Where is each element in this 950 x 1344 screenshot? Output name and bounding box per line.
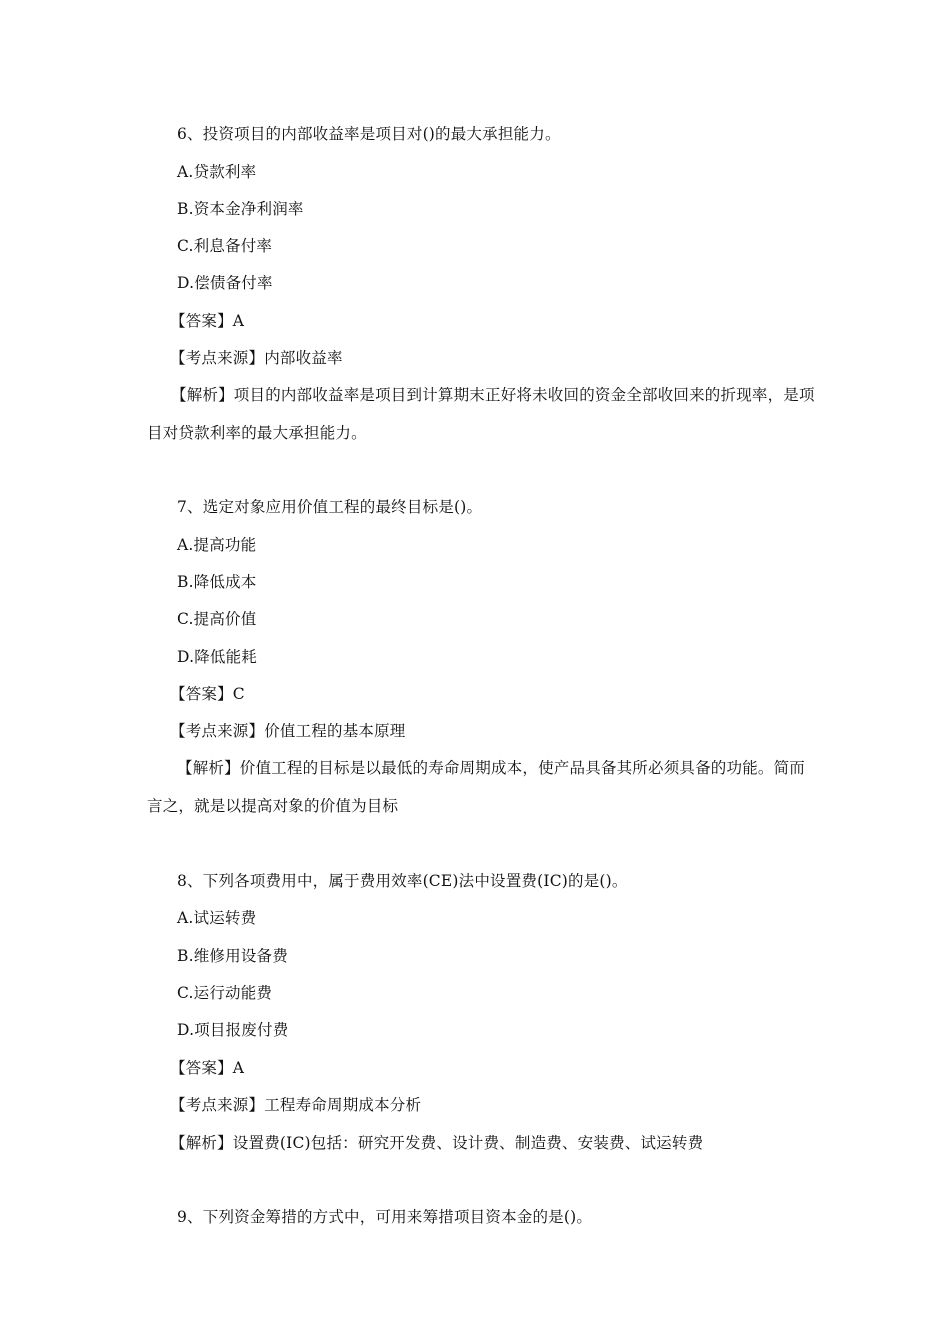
- question-8-stem: 8、下列各项费用中，属于费用效率(CE)法中设置费(IC)的是()。: [177, 872, 628, 890]
- question-6-stem: 6、投资项目的内部收益率是项目对()的最大承担能力。: [177, 125, 561, 143]
- question-6-option-a: A.贷款利率: [177, 163, 257, 181]
- question-8-option-c: C.运行动能费: [177, 984, 273, 1002]
- question-9-stem: 9、下列资金筹措的方式中，可用来筹措项目资本金的是()。: [177, 1208, 593, 1226]
- question-8-option-d: D.项目报废付费: [177, 1021, 289, 1039]
- question-7-option-b: B.降低成本: [177, 573, 257, 591]
- question-6-analysis: 【解析】项目的内部收益率是项目到计算期末正好将未收回的资金全部收回来的折现率，是项目对贷款利率的最大承担能力。: [147, 386, 815, 442]
- question-7-answer: 【答案】C: [170, 685, 245, 703]
- question-8-source: 【考点来源】工程寿命周期成本分析: [170, 1096, 422, 1114]
- question-7-option-d: D.降低能耗: [177, 648, 258, 666]
- question-7-analysis: 【解析】价值工程的目标是以最低的寿命周期成本，使产品具备其所必须具备的功能。简而言之，就是以提高对象的价值为目标: [147, 759, 806, 815]
- question-7-option-a: A.提高功能: [177, 536, 257, 554]
- question-6-answer: 【答案】A: [170, 312, 245, 330]
- question-7-stem: 7、选定对象应用价值工程的最终目标是()。: [177, 498, 483, 516]
- question-8-analysis: 【解析】设置费(IC)包括：研究开发费、设计费、制造费、安装费、试运转费: [170, 1134, 704, 1152]
- question-8-answer: 【答案】A: [170, 1059, 245, 1077]
- question-6-option-c: C.利息备付率: [177, 237, 273, 255]
- question-6-option-b: B.资本金净利润率: [177, 200, 304, 218]
- question-7-option-c: C.提高价值: [177, 610, 257, 628]
- question-7-source: 【考点来源】价值工程的基本原理: [170, 722, 406, 740]
- question-8-option-b: B.维修用设备费: [177, 947, 288, 965]
- question-6-option-d: D.偿债备付率: [177, 274, 273, 292]
- question-6-source: 【考点来源】内部收益率: [170, 349, 343, 367]
- question-8-option-a: A.试运转费: [177, 909, 257, 927]
